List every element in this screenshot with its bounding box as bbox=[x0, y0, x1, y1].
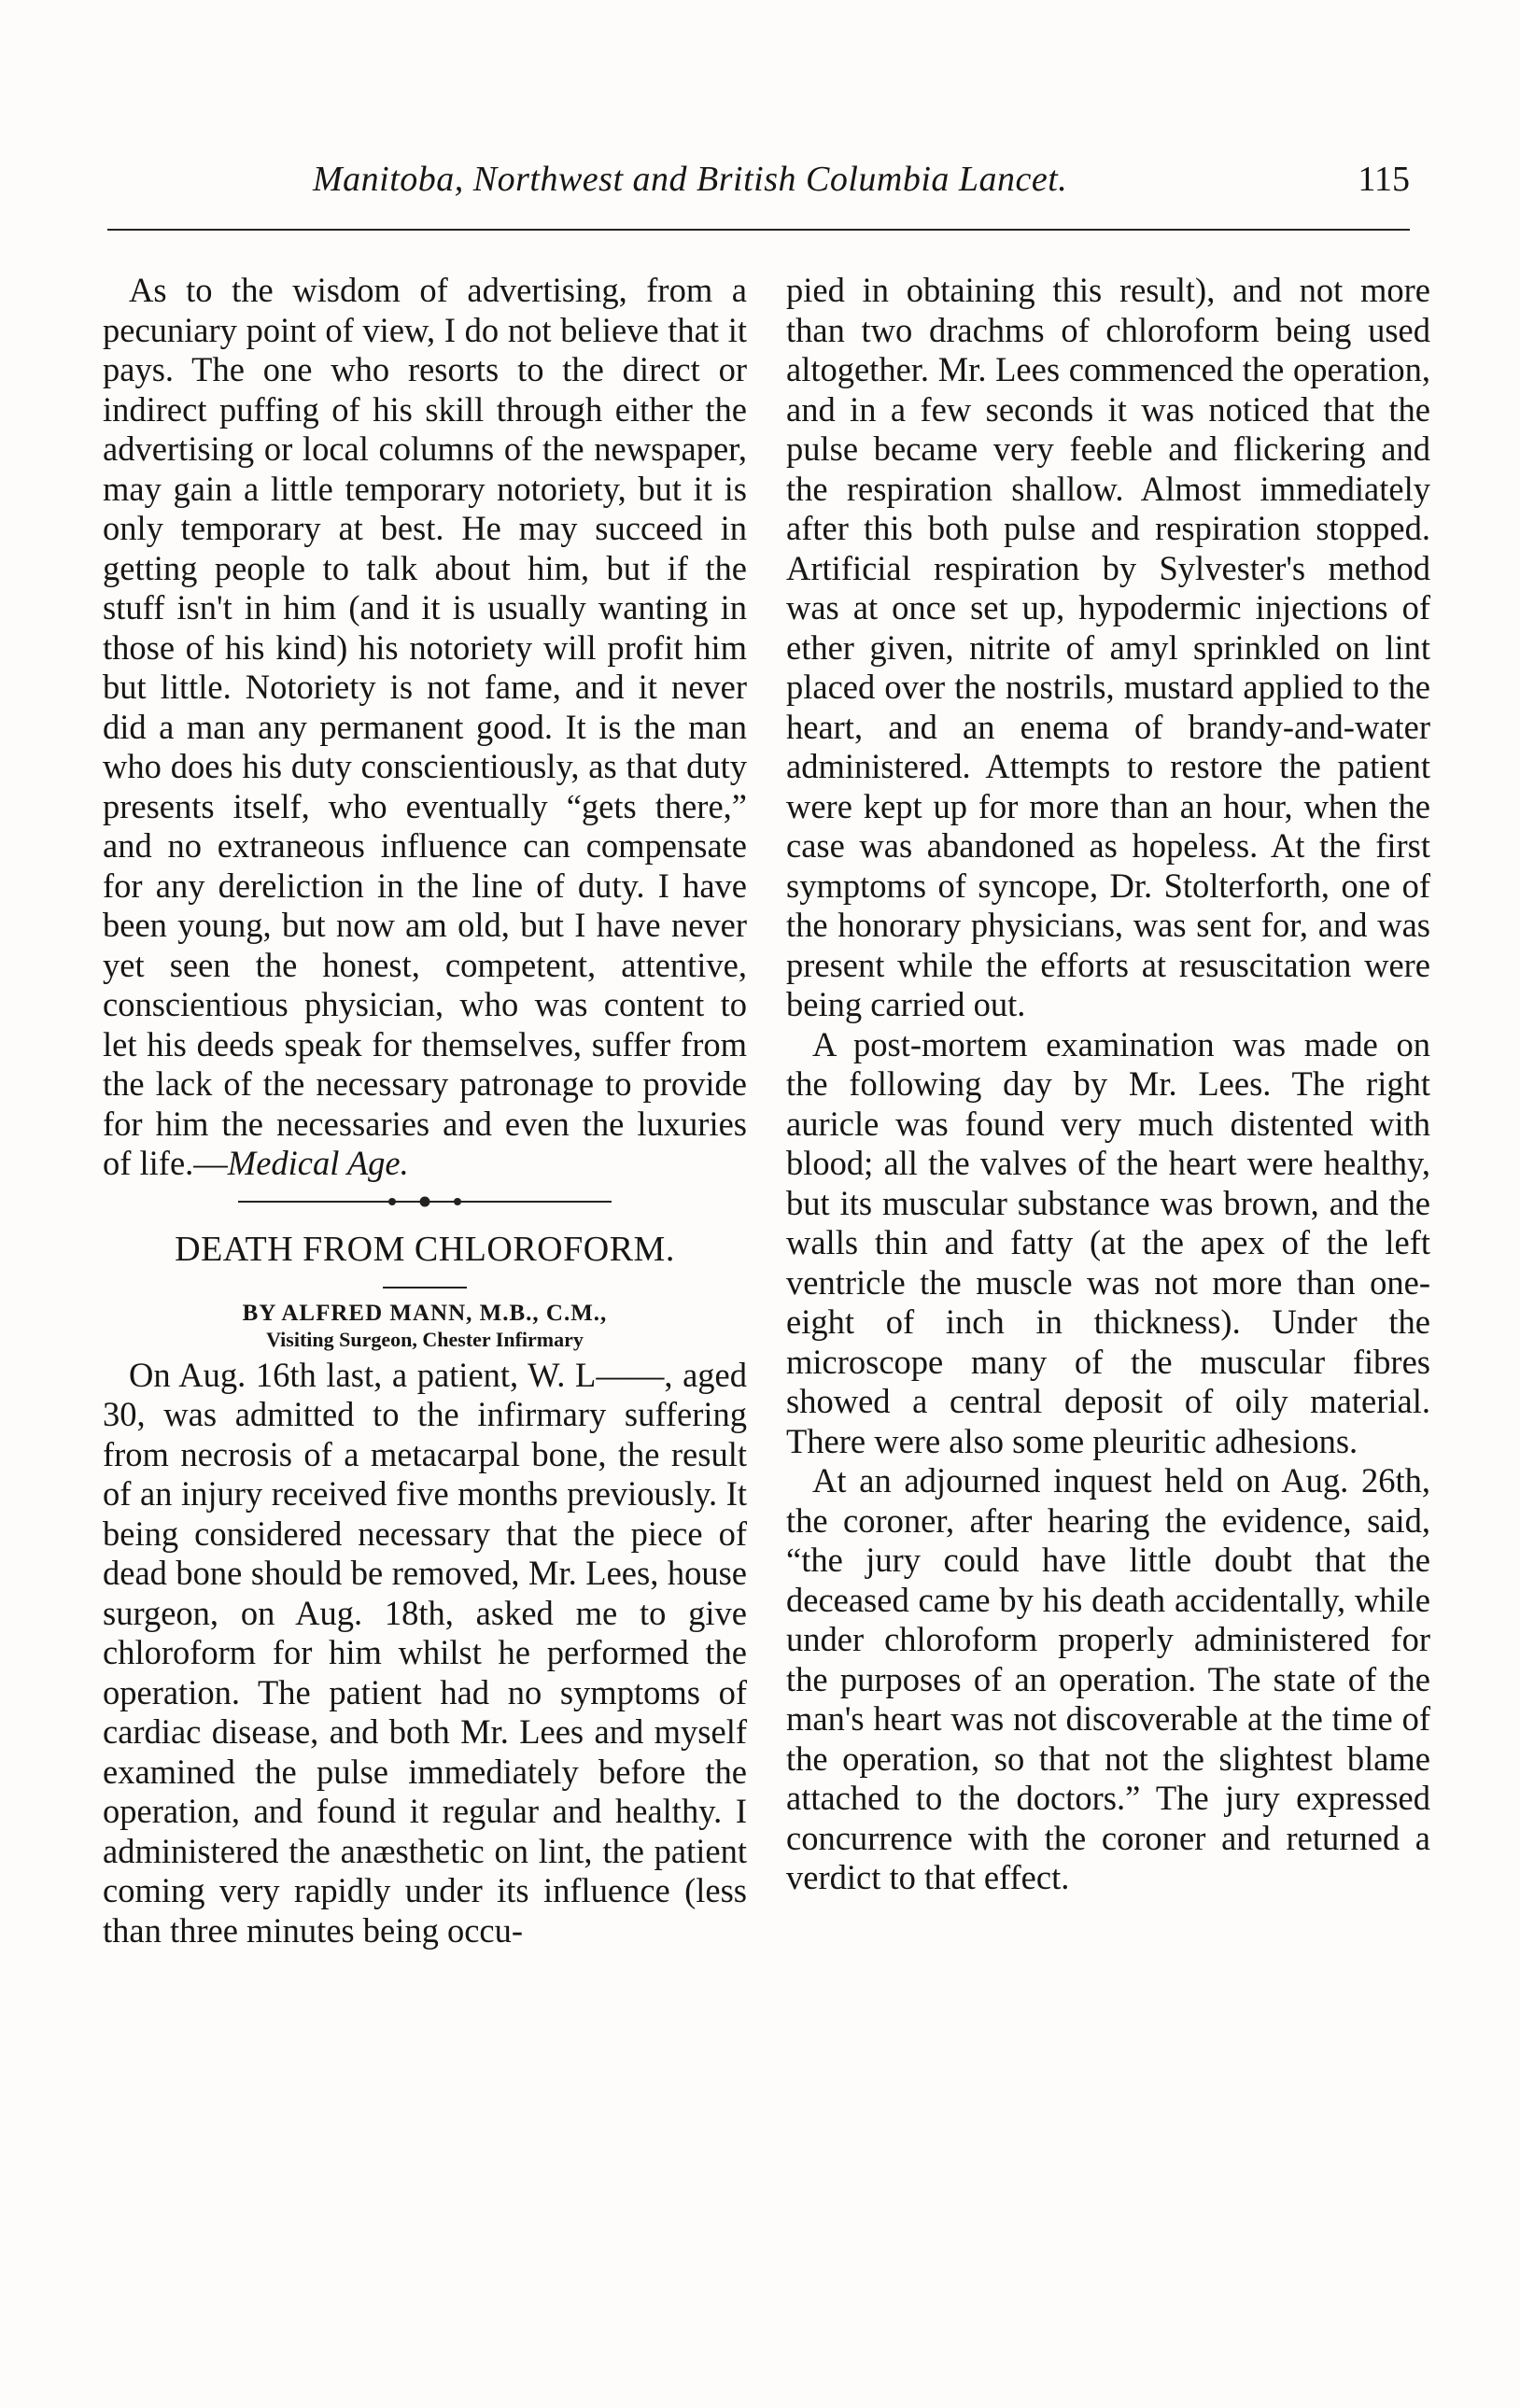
title-rule bbox=[383, 1287, 467, 1288]
header-rule bbox=[107, 229, 1410, 231]
author-byline: BY ALFRED MANN, M.B., C.M., bbox=[242, 1300, 608, 1326]
advertising-paragraph bbox=[103, 271, 747, 1184]
right-column bbox=[786, 271, 1430, 1898]
advertising-text: As to the wisdom of advertising, from a pecuniary point of view, I do not believe that it pays. The one who resorts to the direct or indirect puffing of his skill through either the advertising or local columns of the newspaper, may gain a little temporary notoriety, but it is only temporary at best. He may succeed in getting people to talk about him, but if the stuff isn't in him (and it is usually wanting in those of his kind) his notoriety will profit him but little. Notoriety is not fame, and it never did a man any permanent good. It is the man who does his duty conscientiously, as that duty presents itself, who eventually “gets there,” and no extraneous influence can compensate for any dereliction in the line of duty. I have been young, but now am old, but I have never yet seen the honest, competent, attentive, conscientious physician, who was content to let his deeds speak for themselves, suffer from the lack of the necessary patronage to provide for him the necessaries and even the luxuries of life.— bbox=[103, 271, 747, 1182]
article-title: DEATH FROM CHLOROFORM. bbox=[175, 1229, 675, 1269]
section-divider-ornament bbox=[238, 1191, 612, 1212]
attribution: Medical Age. bbox=[227, 1144, 409, 1182]
left-column bbox=[103, 271, 747, 1950]
author-affiliation: Visiting Surgeon, Chester Infirmary bbox=[266, 1327, 584, 1351]
page-header bbox=[107, 159, 1410, 205]
running-title: Manitoba, Northwest and British Columbia Lancet. bbox=[313, 160, 1068, 199]
page-number: 115 bbox=[1358, 160, 1410, 199]
inquest-paragraph: At an adjourned inquest held on Aug. 26th, the coroner, after hearing the evidence, said, “the jury could have little doubt that the deceased came by his death accidentally, while under chloroform properly administered for the purposes of an operation. The state of the man's heart was not discoverable at the time of the operation, so that not the slightest blame attached to the doctors.” The jury expressed concurrence with the coroner and returned a verdict to that effect. bbox=[786, 1461, 1430, 1896]
case-paragraph: On Aug. 16th last, a patient, W. L——, aged 30, was admitted to the infirmary suffering from necrosis of a metacarpal bone, the result of an injury received five months previously. It being considered necessary that the piece of dead bone should be removed, Mr. Lees, house surgeon, on Aug. 18th, asked me to give chloroform for him whilst he performed the operation. The patient had no symptoms of cardiac disease, and both Mr. Lees and myself examined the pulse immediately before the operation, and found it regular and healthy. I administered the anæsthetic on lint, the patient coming very rapidly under its influence (less than three minutes being occu- bbox=[103, 1355, 747, 1950]
post-mortem-paragraph: A post-mortem examination was made on the following day by Mr. Lees. The right auricle was found very much distented with blood; all the valves of the heart were healthy, but its muscular substance was brown, and the walls thin and fatty (at the apex of the left ventricle the muscle was not more than one-eight of inch in thickness). Under the microscope many of the muscular fibres showed a central deposit of oily material. There were also some pleuritic adhesions. bbox=[786, 1024, 1430, 1460]
continuation-paragraph: pied in obtaining this result), and not more than two drachms of chloroform being used altogether. Mr. Lees commenced the operation, and in a few seconds it was noticed that the pulse became very feeble and flickering and the respiration shallow. Almost immediately after this both pulse and respiration stopped. Artificial respiration by Sylvester's method was at once set up, hypodermic injections of ether given, nitrite of amyl sprinkled on lint placed over the nostrils, mustard applied to the heart, and an enema of brandy-and-water administered. Attempts to restore the patient were kept up for more than an hour, when the case was abandoned as hopeless. At the first symptoms of syncope, Dr. Stolterforth, one of the honorary physicians, was sent for, and was present while the efforts at resuscitation were being carried out. bbox=[786, 271, 1430, 1023]
